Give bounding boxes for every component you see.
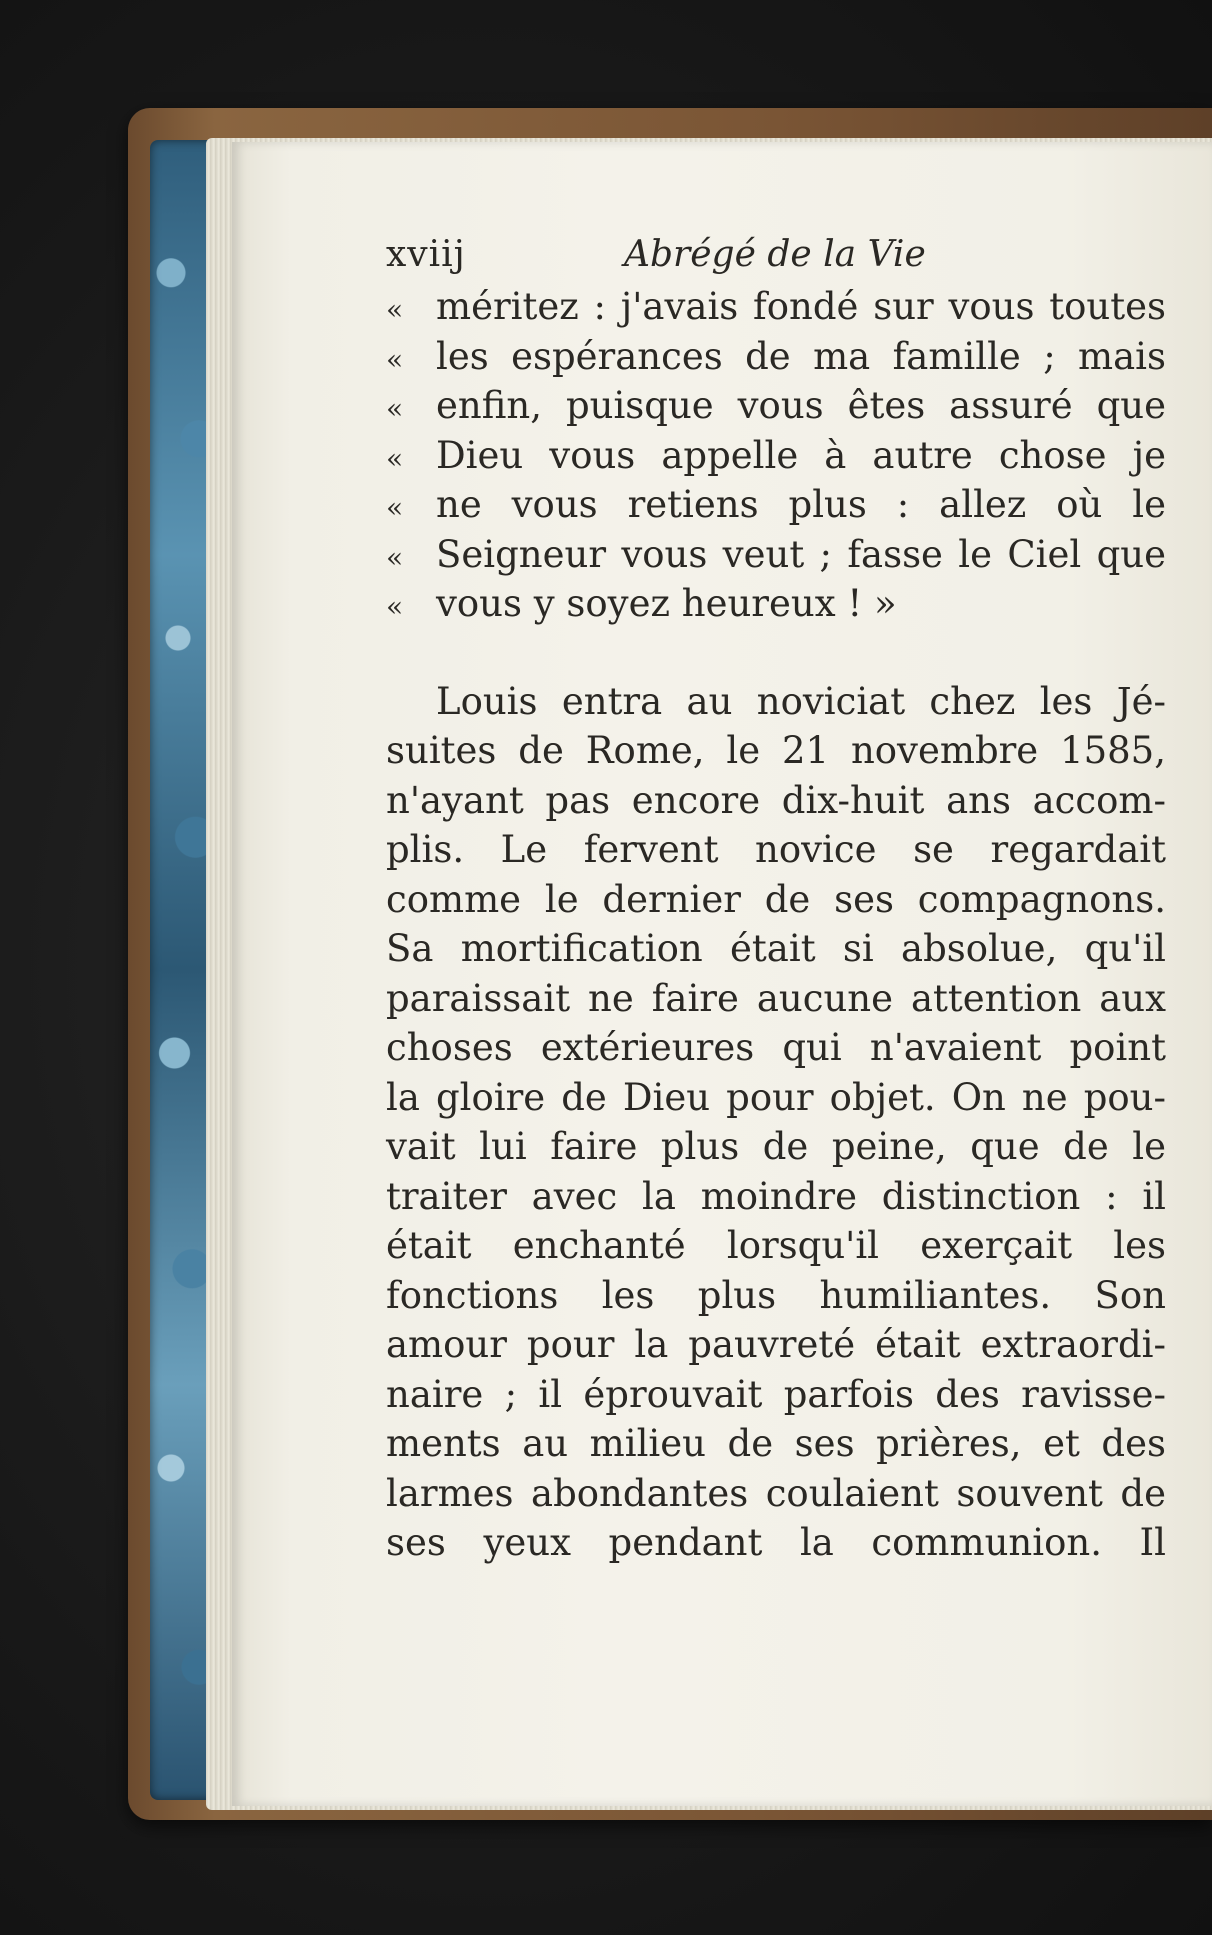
guillemet-mark: « bbox=[386, 441, 404, 475]
text-line: ments au milieu de ses prières, et des bbox=[386, 1422, 1166, 1465]
paragraph-gap bbox=[386, 629, 1166, 677]
quote-line: « méritez : j'avais fondé sur vous toutes bbox=[386, 282, 1166, 332]
body-paragraph bbox=[386, 677, 1166, 1568]
text-line: comme le dernier de ses compagnons. bbox=[386, 877, 1166, 921]
quote-line: « les espérances de ma famille ; mais bbox=[386, 332, 1166, 382]
guillemet-mark: « bbox=[386, 392, 404, 425]
text-line: ses yeux pendant la communion. Il bbox=[386, 1521, 1166, 1564]
text-line: Louis entra au noviciat chez les Jé- bbox=[436, 679, 1166, 723]
text-line: vait lui faire plus de peine, que de le bbox=[386, 1125, 1166, 1168]
text-line: naire ; il éprouvait parfois des ravisse- bbox=[386, 1372, 1166, 1416]
quote-line: « enfin, puisque vous êtes assuré que bbox=[386, 381, 1166, 431]
text-line: amour pour la pauvreté était extraordi- bbox=[386, 1323, 1166, 1366]
text-line: traiter avec la moindre distinction : il bbox=[386, 1174, 1166, 1218]
quote-line: « Seigneur vous veut ; fasse le Ciel que bbox=[386, 530, 1166, 580]
text-line: fonctions les plus humiliantes. Son bbox=[386, 1273, 1166, 1317]
text-line: était enchanté lorsqu'il exerçait les bbox=[386, 1224, 1166, 1267]
text-line: Sa mortification était si absolue, qu'il bbox=[386, 927, 1166, 970]
text-line: plis. Le fervent novice se regardait bbox=[386, 828, 1166, 871]
quote-line: « ne vous retiens plus : allez où le bbox=[386, 480, 1166, 530]
text-line: choses extérieures qui n'avaient point bbox=[386, 1026, 1166, 1069]
text-line: paraissait ne faire aucune attention aux bbox=[386, 976, 1166, 1020]
page-number: xviij bbox=[386, 234, 466, 275]
quote-line: « vous y soyez heureux ! » bbox=[386, 579, 1166, 629]
quote-block bbox=[386, 282, 1166, 629]
running-title: Abrégé de la Vie bbox=[624, 234, 926, 275]
guillemet-mark: « bbox=[386, 491, 404, 524]
quote-line: « Dieu vous appelle à autre chose je bbox=[386, 431, 1166, 481]
guillemet-mark: « bbox=[386, 342, 404, 376]
text-line: larmes abondantes coulaient souvent de bbox=[386, 1471, 1166, 1515]
text-line: n'ayant pas encore dix-huit ans accom- bbox=[386, 778, 1166, 822]
text-line: la gloire de Dieu pour objet. On ne pou- bbox=[386, 1075, 1166, 1119]
guillemet-mark: « bbox=[386, 293, 404, 326]
page-text bbox=[386, 226, 1166, 1568]
page-header bbox=[386, 226, 1166, 282]
guillemet-mark: « bbox=[386, 540, 404, 574]
guillemet-mark: « bbox=[386, 590, 404, 623]
text-line: suites de Rome, le 21 novembre 1585, bbox=[386, 729, 1166, 772]
